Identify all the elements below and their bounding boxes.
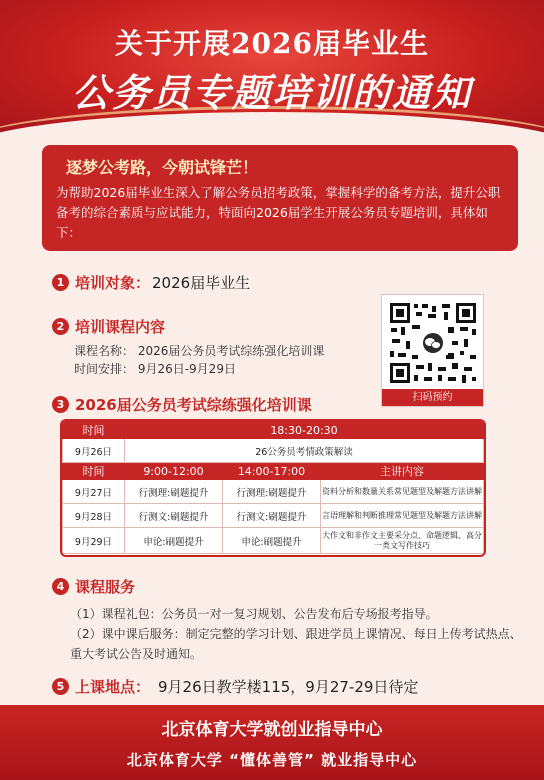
table-header-row bbox=[63, 463, 484, 480]
table-cell-date: 9月27日 bbox=[63, 480, 125, 504]
section-services bbox=[52, 576, 135, 597]
section-number: 1 bbox=[52, 274, 69, 291]
section-number: 2 bbox=[52, 318, 69, 335]
section-title: 培训对象： bbox=[75, 274, 151, 292]
table-cell-topic: 言语理解和判断推理常见题型及解题方法讲解 bbox=[321, 504, 484, 528]
table-cell-topic: 资料分析和数量关系常见题型及解题方法讲解 bbox=[321, 480, 484, 504]
table-header-cell: 时间 bbox=[63, 422, 125, 439]
footer-line-1: 北京体育大学就创业指导中心 bbox=[161, 720, 383, 740]
section-course bbox=[52, 316, 165, 337]
course-schedule: 时间安排： 9月26日-9月29日 bbox=[74, 362, 236, 376]
table-cell-content: 26公务员考情政策解读 bbox=[125, 439, 484, 463]
section-title: 课程服务 bbox=[75, 578, 136, 596]
section-number: 5 bbox=[52, 678, 69, 695]
service-item: （2）课中课后服务：制定完整的学习计划、跟进学员上课情况、每日上传考试热点、重大考试公告及时通知。 bbox=[70, 627, 522, 661]
table-cell-topic: 大作文和非作文主要采分点、命题逻辑、高分一类文写作技巧 bbox=[321, 528, 484, 554]
table-header-cell: 9:00-12:00 bbox=[125, 463, 223, 480]
section-title: 2026届公务员考试综练强化培训课 bbox=[75, 396, 312, 414]
footer-line-2: 北京体育大学 “懂体善管” 就业指导中心 bbox=[126, 751, 418, 769]
section-number: 4 bbox=[52, 578, 69, 595]
table-row bbox=[63, 439, 484, 463]
qr-caption: 扫码预约 bbox=[382, 389, 483, 406]
section-value: 9月26日教学楼115，9月27-29日待定 bbox=[158, 678, 419, 696]
section-value: 2026届毕业生 bbox=[152, 274, 251, 292]
title-line-2: 公务员专题培训的通知 bbox=[71, 70, 472, 115]
table-cell-pm: 申论:刷题提升 bbox=[223, 528, 321, 554]
table-header-cell: 18:30-20:30 bbox=[125, 422, 484, 439]
schedule-table bbox=[60, 419, 486, 557]
course-name: 课程名称： 2026届公务员考试综练强化培训课 bbox=[74, 344, 325, 358]
table-cell-pm: 行测理:刷题提升 bbox=[223, 480, 321, 504]
table-cell-pm: 行测文:刷题提升 bbox=[223, 504, 321, 528]
qr-pattern-icon bbox=[388, 301, 478, 385]
intro-box bbox=[42, 145, 518, 251]
header-banner bbox=[0, 0, 544, 142]
table-header-cell: 14:00-17:00 bbox=[223, 463, 321, 480]
table-header-cell: 时间 bbox=[63, 463, 125, 480]
section-target bbox=[52, 272, 250, 293]
section-schedule bbox=[52, 394, 312, 415]
table-cell-date: 9月29日 bbox=[63, 528, 125, 554]
table-cell-am: 行测文:刷题提升 bbox=[125, 504, 223, 528]
qr-code[interactable] bbox=[381, 294, 484, 407]
table-row bbox=[63, 528, 484, 554]
table-cell-date: 9月26日 bbox=[63, 439, 125, 463]
table-cell-am: 申论:刷题提升 bbox=[125, 528, 223, 554]
services-list bbox=[70, 604, 530, 664]
table-header-cell: 主讲内容 bbox=[321, 463, 484, 480]
title-line-1: 关于开展2026届毕业生 bbox=[115, 27, 429, 60]
table-header-row bbox=[63, 422, 484, 439]
section-location bbox=[52, 676, 418, 697]
intro-slogan: 逐梦公考路，今朝试锋芒！ bbox=[66, 158, 259, 177]
intro-text: 为帮助2026届毕业生深入了解公务员招考政策，掌握科学的备考方法，提升公职备考的综合素质与应试能力，特面向2026届学生开展公务员专题培训，具体如下： bbox=[56, 185, 501, 240]
footer-banner bbox=[0, 705, 544, 780]
section-title: 上课地点： bbox=[75, 678, 151, 696]
service-item: （1）课程礼包：公务员一对一复习规划、公告发布后专场报考指导。 bbox=[70, 607, 438, 621]
section-title: 培训课程内容 bbox=[75, 318, 166, 336]
table-row bbox=[63, 504, 484, 528]
section-number: 3 bbox=[52, 396, 69, 413]
table-cell-am: 行测理:刷题提升 bbox=[125, 480, 223, 504]
table-cell-date: 9月28日 bbox=[63, 504, 125, 528]
table-row bbox=[63, 480, 484, 504]
